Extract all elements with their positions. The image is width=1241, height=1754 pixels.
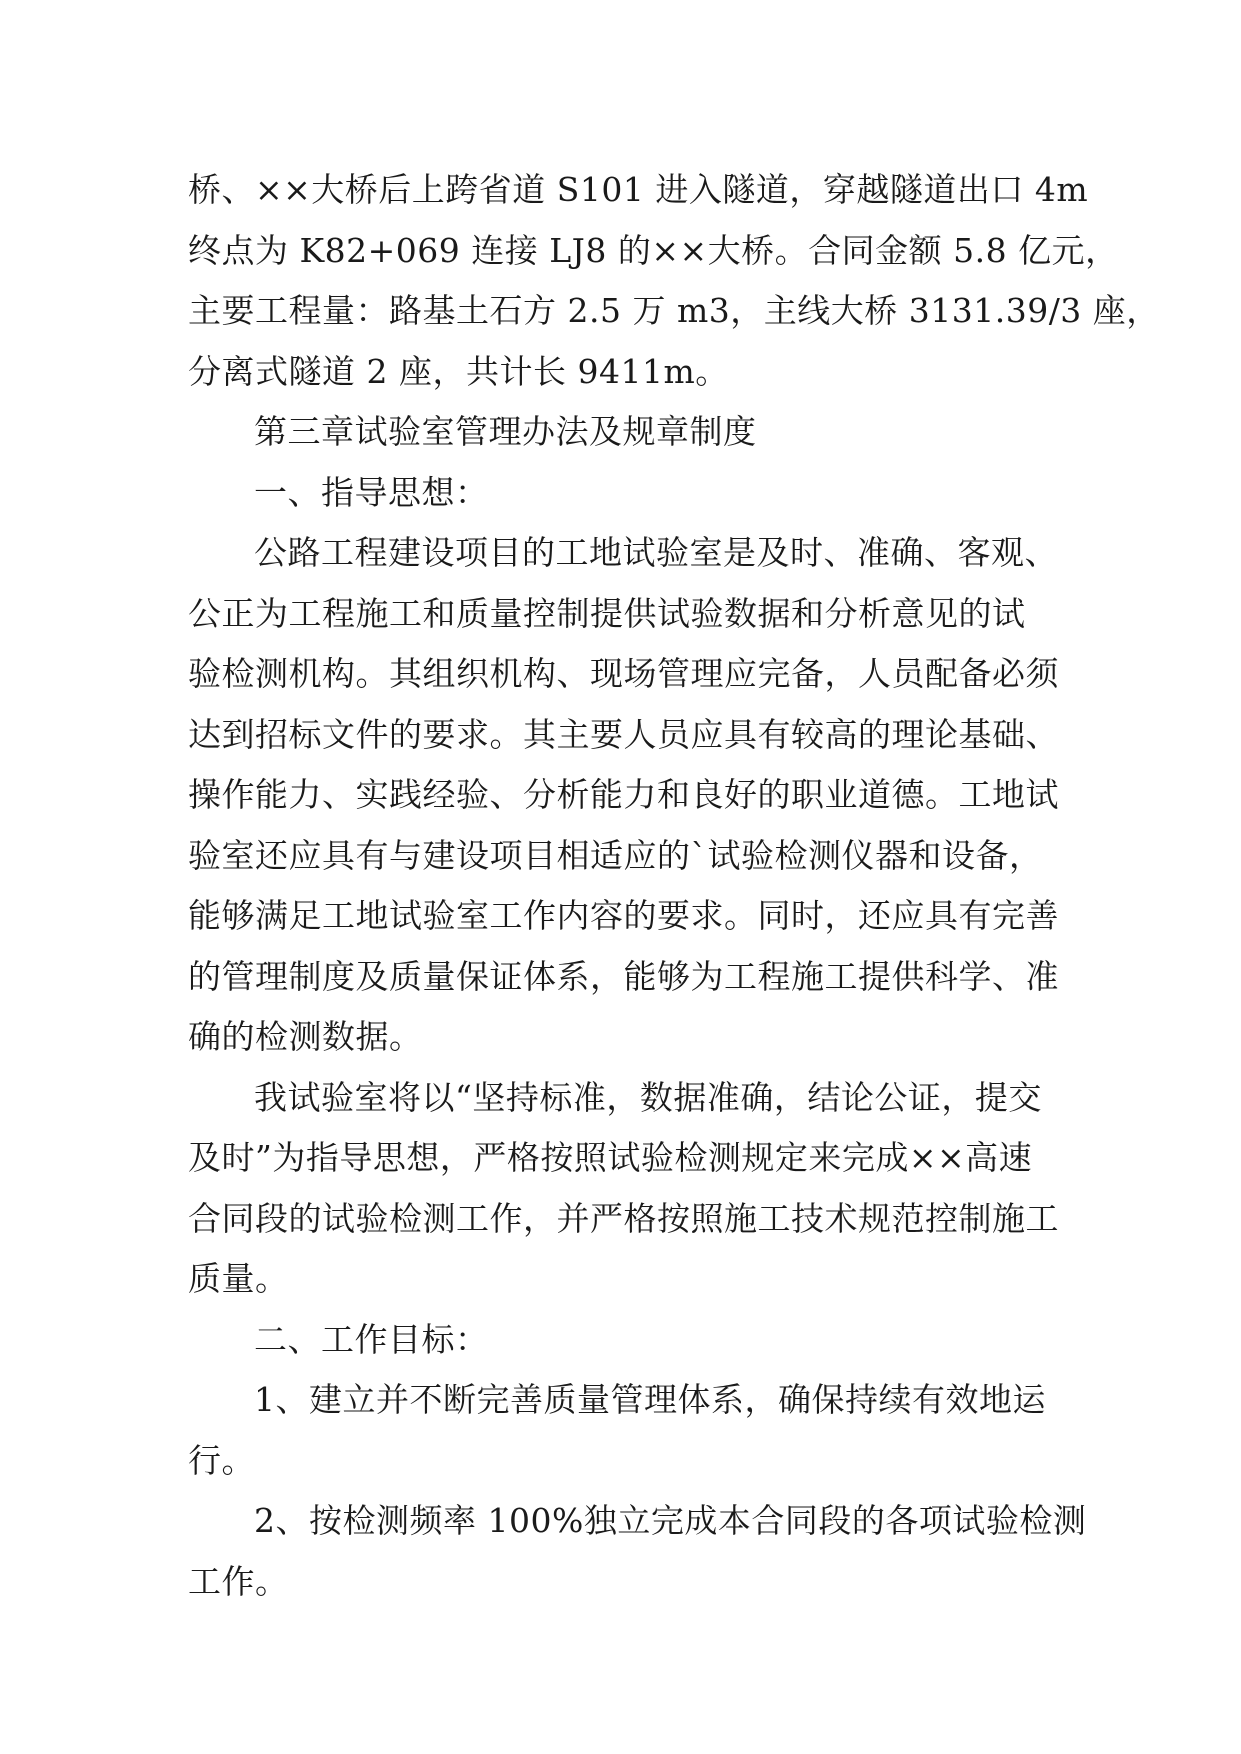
text-line: 确的检测数据。 — [188, 1017, 423, 1056]
text-line: 终点为 K82+069 连接 LJ8 的××大桥。合同金额 5.8 亿元， — [188, 230, 1119, 270]
text-line: 达到招标文件的要求。其主要人员应具有较高的理论基础、 — [188, 714, 1059, 754]
text-line: 二、工作目标： — [254, 1319, 489, 1359]
text-line: 公路工程建设项目的工地试验室是及时、准确、客观、 — [254, 533, 1058, 572]
text-line: 行。 — [188, 1440, 255, 1480]
text-line: 能够满足工地试验室工作内容的要求。同时，还应具有完善 — [188, 896, 1059, 935]
text-line: 及时”为指导思想，严格按照试验检测规定来完成××高速 — [188, 1138, 1033, 1177]
text-line: 公正为工程施工和质量控制提供试验数据和分析意见的试 — [188, 593, 1026, 633]
text-line: 1、建立并不断完善质量管理体系，确保持续有效地运 — [254, 1380, 1046, 1419]
text-line: 操作能力、实践经验、分析能力和良好的职业道德。工地试 — [188, 775, 1059, 814]
text-line: 验室还应具有与建设项目相适应的`试验检测仪器和设备， — [188, 835, 1043, 875]
text-line: 合同段的试验检测工作，并严格按照施工技术规范控制施工 — [188, 1198, 1059, 1238]
text-line: 的管理制度及质量保证体系，能够为工程施工提供科学、准 — [188, 956, 1059, 996]
text-line: 桥、××大桥后上跨省道 S101 进入隧道，穿越隧道出口 4m — [188, 170, 1089, 209]
text-line: 主要工程量：路基土石方 2.5 万 m3，主线大桥 3131.39/3 座， — [188, 291, 1160, 330]
text-line: 质量。 — [188, 1259, 289, 1298]
text-line: 第三章试验室管理办法及规章制度 — [254, 412, 757, 451]
text-line: 验检测机构。其组织机构、现场管理应完备，人员配备必须 — [188, 654, 1059, 693]
text-line: 我试验室将以“坚持标准，数据准确，结论公证，提交 — [254, 1077, 1042, 1117]
text-line: 2、按检测频率 100%独立完成本合同段的各项试验检测 — [254, 1501, 1087, 1540]
document-body — [188, 160, 1160, 1612]
text-line: 工作。 — [188, 1561, 289, 1601]
text-line: 一、指导思想： — [254, 472, 489, 512]
text-line: 分离式隧道 2 座，共计长 9411m。 — [188, 351, 729, 391]
